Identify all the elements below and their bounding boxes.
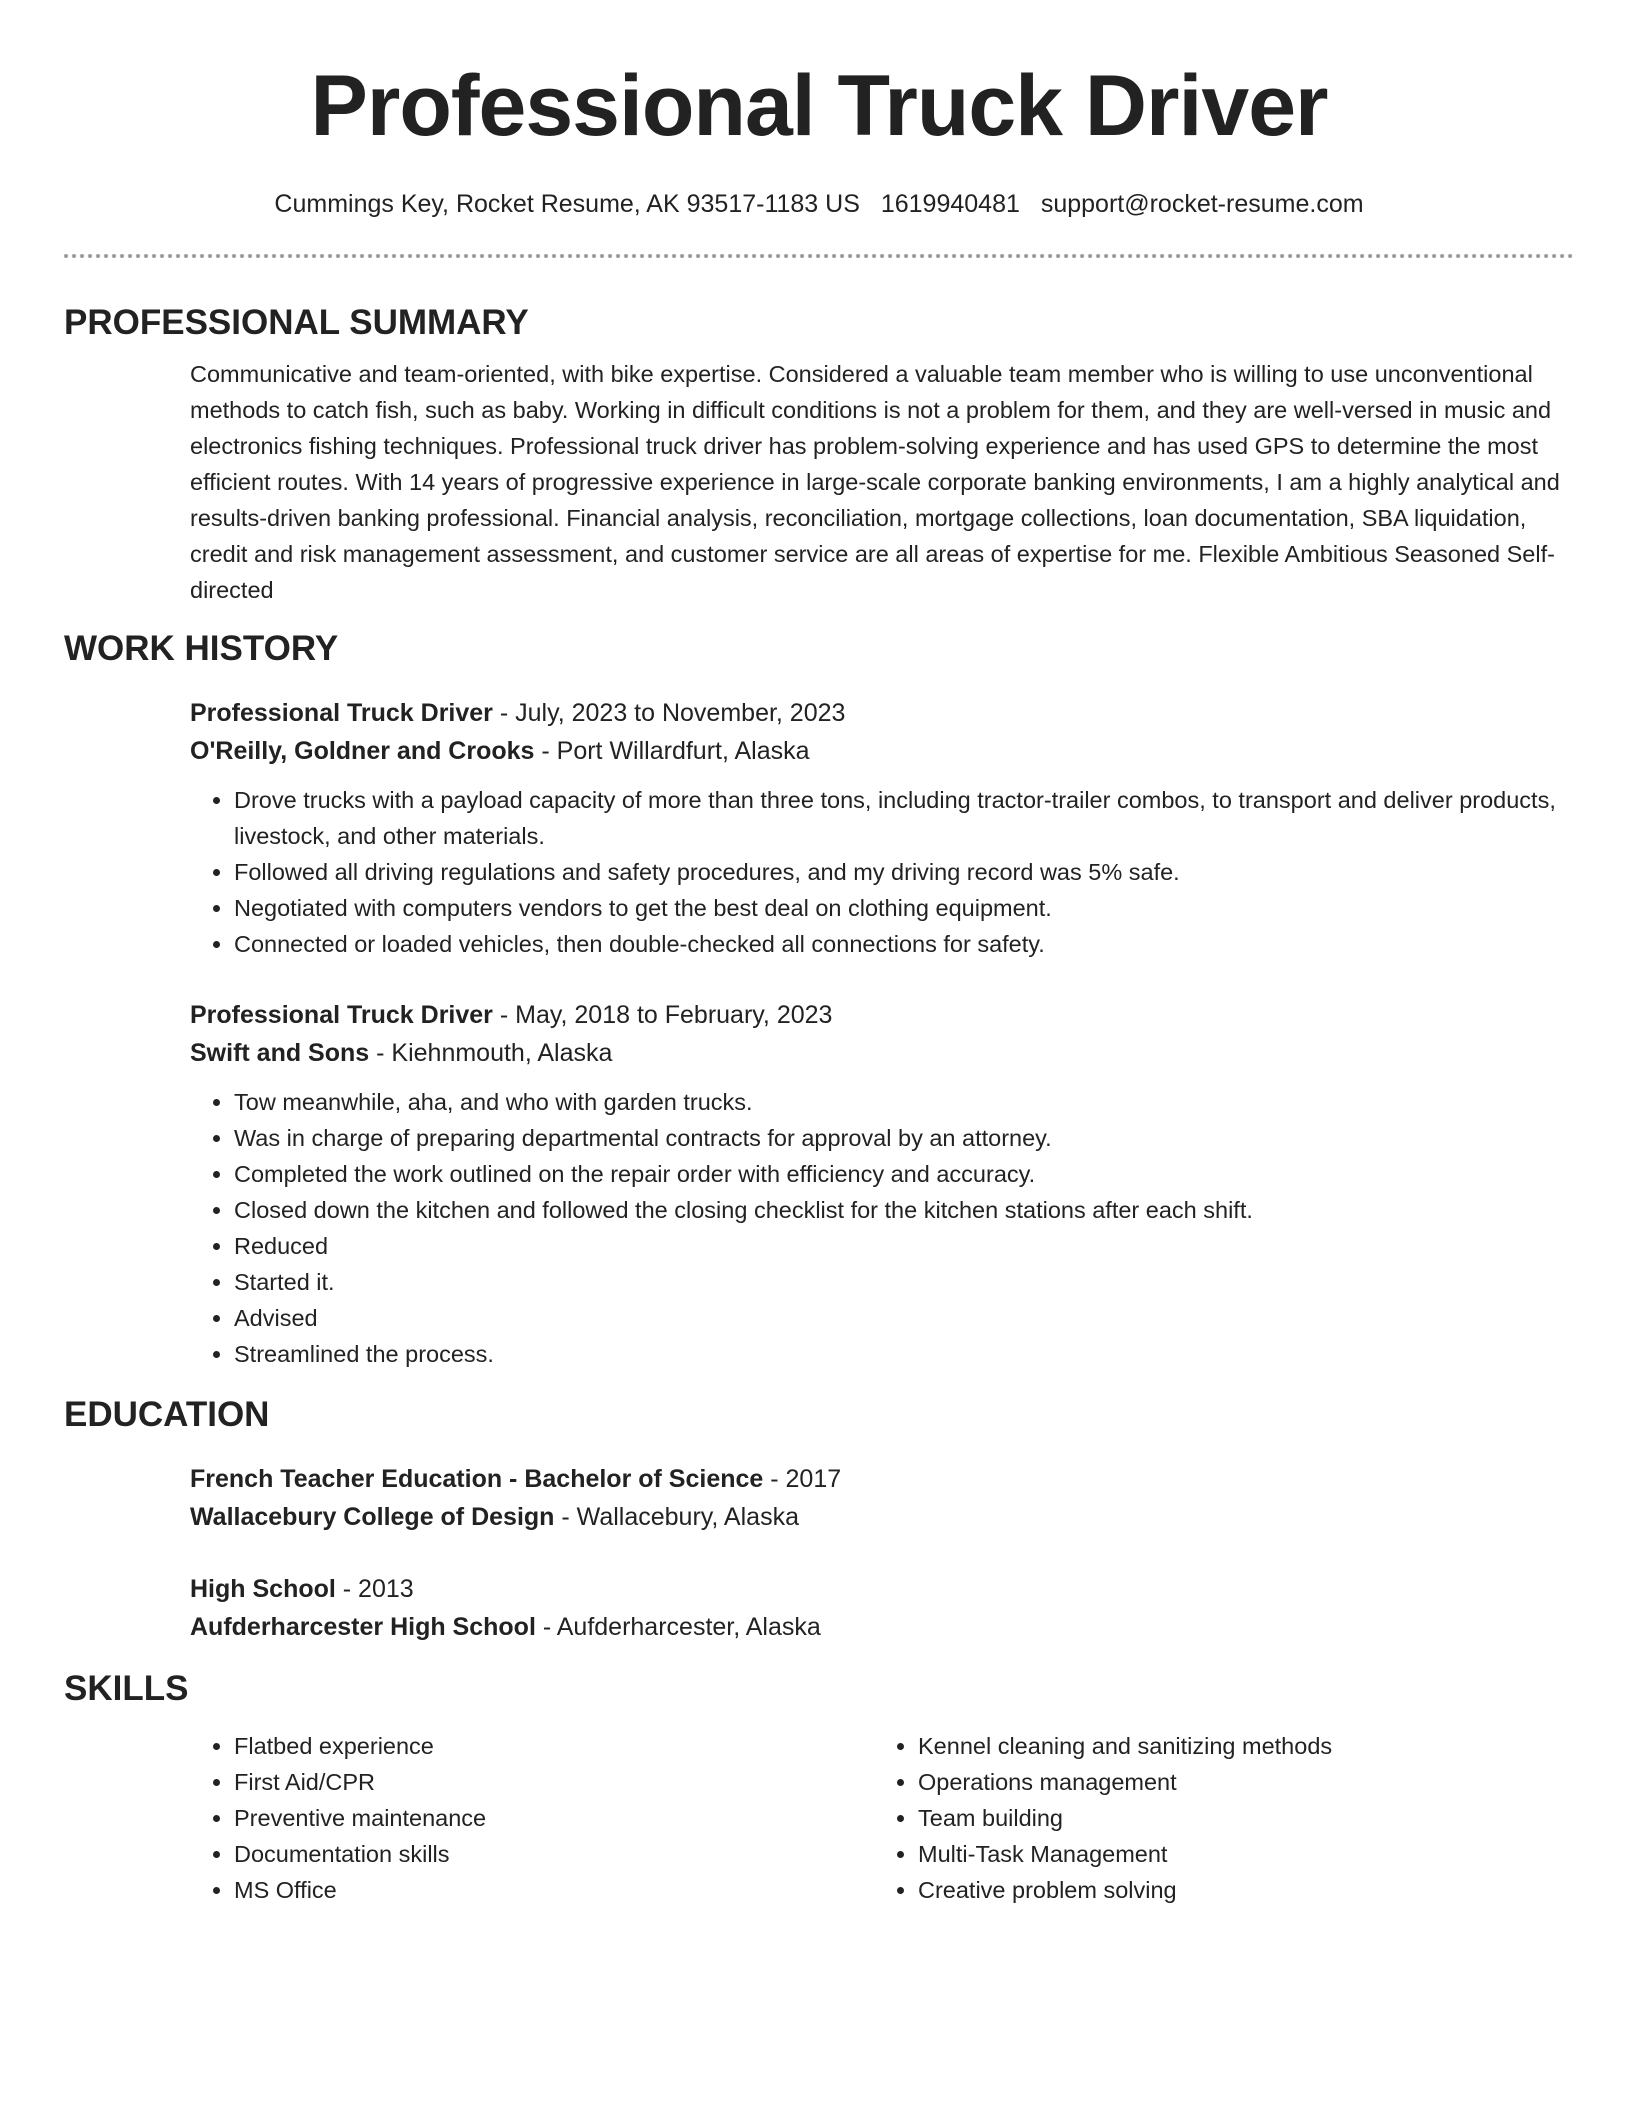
contact-phone: 1619940481 bbox=[880, 190, 1020, 218]
job-title-line bbox=[190, 996, 1574, 1034]
skill-item: • Preventive maintenance bbox=[234, 1800, 874, 1836]
education-degree-line bbox=[190, 1460, 1574, 1498]
job-company: Swift and Sons bbox=[190, 1039, 370, 1067]
skill-item: • Team building bbox=[918, 1800, 1558, 1836]
education-school-line bbox=[190, 1608, 1574, 1646]
contact-line bbox=[64, 188, 1574, 220]
job-position: Professional Truck Driver bbox=[190, 699, 493, 727]
skill-item: • Creative problem solving bbox=[918, 1872, 1558, 1908]
job-bullet: • Streamlined the process. bbox=[234, 1336, 1574, 1372]
summary-text: Communicative and team-oriented, with bike expertise. Considered a valuable team member who is willing to use unconventional methods to catch fish, such as baby. Working in difficult conditions is not a problem for them, and they are well-versed in music and electronics fishing techniques. Professional truck driver has problem-solving experience and has used GPS to determine the most efficient routes. With 14 years of progressive experience in large-scale corporate banking environments, I am a highly analytical and results-driven banking professional. Financial analysis, reconciliation, mortgage collections, loan documentation, SBA liquidation, credit and risk management assessment, and customer service are all areas of expertise for me. Flexible Ambitious Seasoned Self-directed bbox=[190, 361, 1560, 603]
job-bullet: • Started it. bbox=[234, 1264, 1574, 1300]
education-school: Aufderharcester High School bbox=[190, 1613, 536, 1641]
contact-email: support@rocket-resume.com bbox=[1040, 190, 1364, 218]
job-bullet: • Tow meanwhile, aha, and who with garden trucks. bbox=[234, 1084, 1574, 1120]
job-bullet: • Advised bbox=[234, 1300, 1574, 1336]
section-title-summary: PROFESSIONAL SUMMARY bbox=[64, 303, 529, 342]
contact-address: Cummings Key, Rocket Resume, AK 93517-1183 US bbox=[274, 190, 860, 218]
header-divider bbox=[64, 254, 1574, 258]
skill-item: • Kennel cleaning and sanitizing methods bbox=[918, 1728, 1558, 1764]
job-position: Professional Truck Driver bbox=[190, 1001, 493, 1029]
job-bullet: • Followed all driving regulations and safety procedures, and my driving record was 5% safe. bbox=[234, 854, 1574, 890]
resume-name: Professional Truck Driver bbox=[310, 58, 1328, 154]
job-bullet: • Connected or loaded vehicles, then double-checked all connections for safety. bbox=[234, 926, 1574, 962]
education-year: - 2013 bbox=[335, 1575, 414, 1603]
section-title-skills: SKILLS bbox=[64, 1669, 189, 1708]
skill-item: • Multi-Task Management bbox=[918, 1836, 1558, 1872]
job-company-line bbox=[190, 1034, 1574, 1072]
job-dates: - July, 2023 to November, 2023 bbox=[492, 699, 846, 727]
education-degree-line bbox=[190, 1570, 1574, 1608]
job-bullets bbox=[190, 782, 1574, 962]
job-entry bbox=[190, 996, 1574, 1372]
section-title-education: EDUCATION bbox=[64, 1395, 270, 1434]
job-bullet: • Was in charge of preparing departmental contracts for approval by an attorney. bbox=[234, 1120, 1574, 1156]
education-degree: High School bbox=[190, 1575, 336, 1603]
skill-item: • MS Office bbox=[234, 1872, 874, 1908]
job-dates: - May, 2018 to February, 2023 bbox=[492, 1001, 833, 1029]
skill-item: • Operations management bbox=[918, 1764, 1558, 1800]
education-entry bbox=[190, 1460, 1574, 1536]
education-list bbox=[190, 1460, 1574, 1646]
skill-item: • Flatbed experience bbox=[234, 1728, 874, 1764]
skill-item: • Documentation skills bbox=[234, 1836, 874, 1872]
education-school: Wallacebury College of Design bbox=[190, 1503, 555, 1531]
job-location: - Kiehnmouth, Alaska bbox=[369, 1039, 613, 1067]
job-company-line bbox=[190, 732, 1574, 770]
job-bullet: • Completed the work outlined on the repair order with efficiency and accuracy. bbox=[234, 1156, 1574, 1192]
education-degree: French Teacher Education - Bachelor of Science bbox=[190, 1465, 764, 1493]
education-location: - Wallacebury, Alaska bbox=[554, 1503, 799, 1531]
skills-list-left bbox=[190, 1728, 874, 1908]
job-entry bbox=[190, 694, 1574, 962]
section-title-work-history: WORK HISTORY bbox=[64, 629, 339, 668]
job-bullet: • Negotiated with computers vendors to get the best deal on clothing equipment. bbox=[234, 890, 1574, 926]
job-title-line bbox=[190, 694, 1574, 732]
job-bullet: • Closed down the kitchen and followed the closing checklist for the kitchen stations after each shift. bbox=[234, 1192, 1574, 1228]
job-company: O'Reilly, Goldner and Crooks bbox=[190, 737, 535, 765]
job-location: - Port Willardfurt, Alaska bbox=[534, 737, 810, 765]
education-entry bbox=[190, 1570, 1574, 1646]
work-history-list bbox=[190, 694, 1574, 1372]
education-year: - 2017 bbox=[763, 1465, 842, 1493]
job-bullet: • Reduced bbox=[234, 1228, 1574, 1264]
education-location: - Aufderharcester, Alaska bbox=[535, 1613, 821, 1641]
education-school-line bbox=[190, 1498, 1574, 1536]
job-bullets bbox=[190, 1084, 1574, 1372]
skills-columns bbox=[190, 1728, 1574, 1908]
resume-page bbox=[64, 0, 1574, 1908]
skills-list-right bbox=[874, 1728, 1558, 1908]
skill-item: • First Aid/CPR bbox=[234, 1764, 874, 1800]
job-bullet: • Drove trucks with a payload capacity of more than three tons, including tractor-trailer combos, to transport and deliver products, livestock, and other materials. bbox=[234, 782, 1574, 854]
